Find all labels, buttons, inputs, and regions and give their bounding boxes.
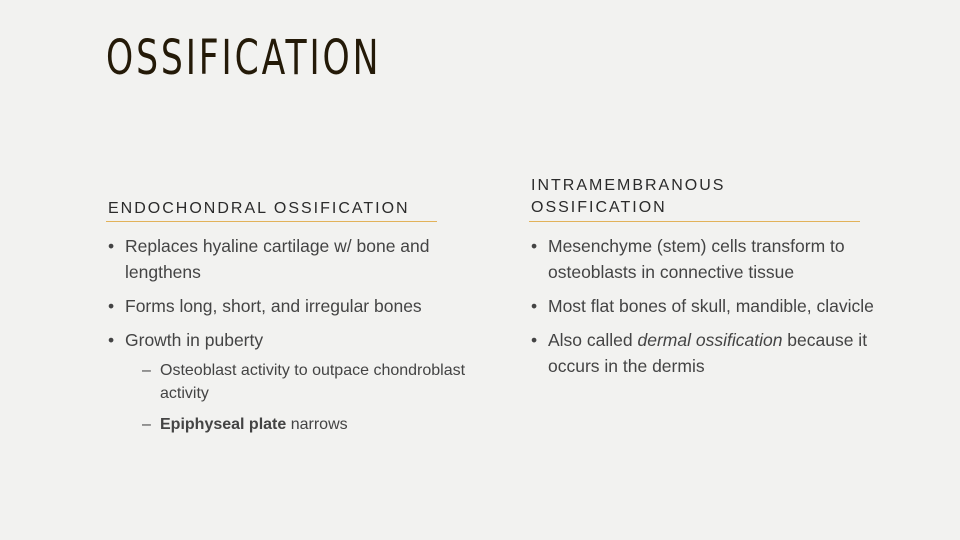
endochondral-bullet-list (108, 233, 468, 444)
list-item-suffix: because it occurs in the dermis (548, 330, 868, 376)
list-item-text: Growth in puberty (125, 330, 264, 350)
sub-list-item-rest: narrows (286, 416, 348, 433)
epiphyseal-plate-term: Epiphyseal plate (160, 416, 287, 433)
list-item (108, 293, 468, 319)
list-item: • Mesenchyme (stem) cells transform to osteoblasts in connective tissue (531, 233, 891, 285)
left-heading-divider (106, 221, 437, 222)
list-item: • Most flat bones of skull, mandible, clavicle (531, 293, 891, 319)
endochondral-heading: ENDOCHONDRAL OSSIFICATION (108, 200, 410, 217)
intramembranous-heading: INTRAMEMBRANOUS OSSIFICATION (531, 177, 726, 216)
intramembranous-bullet-list (531, 233, 891, 387)
slide-title: OSSIFICATION (106, 30, 382, 86)
sub-list-item (125, 413, 468, 436)
growth-sub-list (125, 359, 468, 436)
list-item (531, 327, 891, 379)
list-item-prefix: Also called (548, 330, 638, 350)
sub-list-item: – Osteoblast activity to outpace chondroblast activity (125, 359, 468, 405)
list-item: • Replaces hyaline cartilage w/ bone and lengthens (108, 233, 468, 285)
list-item (108, 327, 468, 436)
right-heading-divider (529, 221, 860, 222)
dermal-ossification-term: dermal ossification (637, 330, 783, 350)
list-item-text: Forms long, short, and irregular bones (125, 296, 422, 316)
